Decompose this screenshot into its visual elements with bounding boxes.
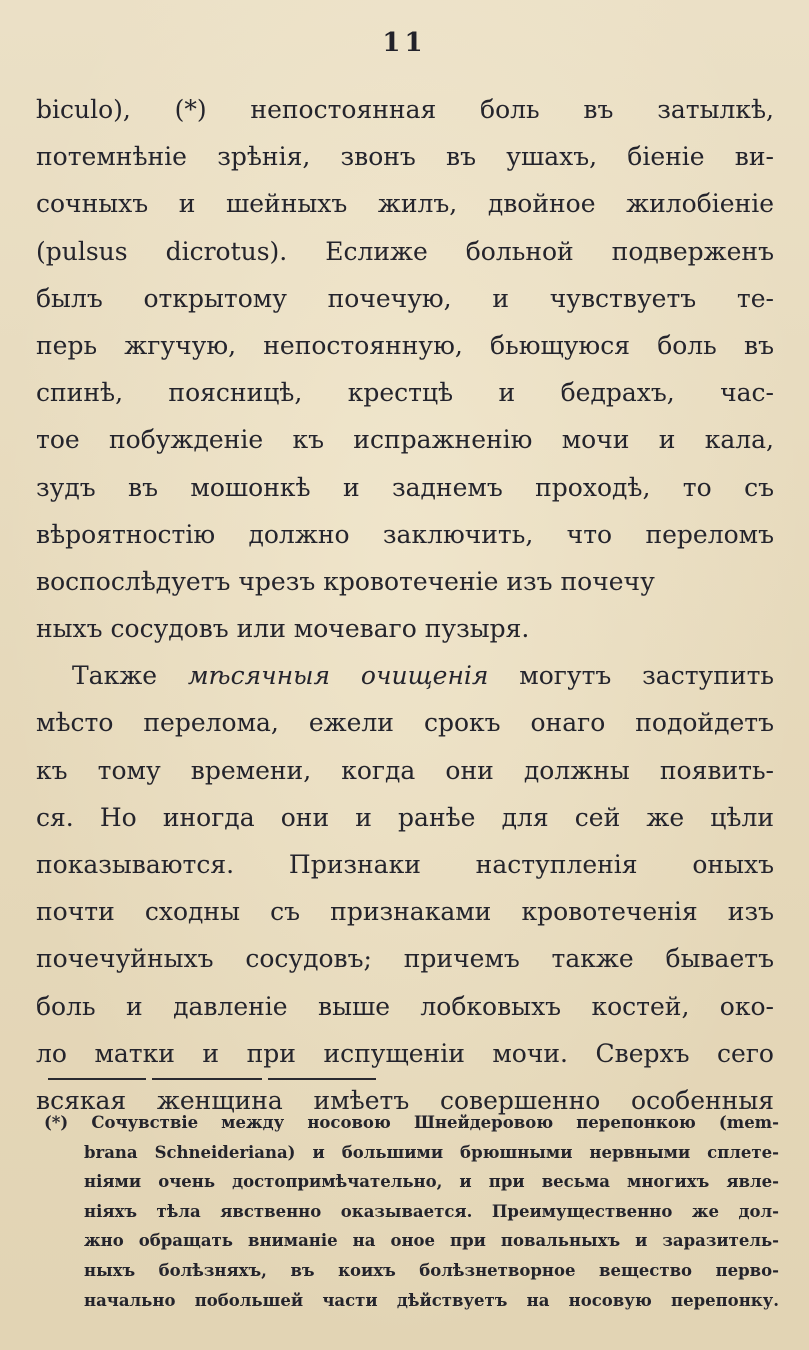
footnote-divider (268, 1078, 376, 1080)
footnote-divider (48, 1078, 146, 1080)
text-line: къ тому времени, когда они должны появить- (36, 755, 774, 785)
footnote-line: (*) Сочувствіе между носовою Шнейдеровою перепонкою (mem- (44, 1113, 779, 1132)
footnote (44, 1108, 779, 1315)
paragraph-first-line (36, 652, 774, 699)
text-line: былъ открытому почечую, и чувствуетъ те- (36, 283, 774, 313)
footnote-line: brana Schneideriana) и большими брюшными нервными сплете- (84, 1142, 779, 1162)
text-line: всякая женщина имѣетъ совершенно особенныя (36, 1085, 774, 1115)
text-line: мѣсто перелома, ежели срокъ онаго подойдетъ (36, 708, 774, 738)
page-number: 11 (382, 28, 427, 58)
text-line: зудъ въ мошонкѣ и заднемъ проходѣ, то съ (36, 472, 774, 502)
footnote-line: ніяхъ тѣла явственно оказывается. Преимущественно же дол- (84, 1201, 779, 1221)
text-line: спинѣ, поясницѣ, крестцѣ и бедрахъ, час- (36, 378, 774, 408)
footnote-line: жно обращать вниманіе на оное при повальныхъ и заразитель- (84, 1231, 779, 1251)
text-line: ныхъ сосудовъ или мочеваго пузыря. (36, 614, 530, 644)
footnote-line: ныхъ болѣзняхъ, въ коихъ болѣзнетворное вещество перво- (84, 1260, 779, 1280)
text-line: показываются. Признаки наступленія оныхъ (36, 850, 774, 879)
text-line: почечуйныхъ сосудовъ; причемъ также бываетъ (36, 944, 774, 974)
text-line: сочныхъ и шейныхъ жилъ, двойное жилобіеніе (36, 189, 774, 219)
text-line: почти сходны съ признаками кровотеченія изъ (36, 897, 774, 927)
emphasized-term: мѣсячныя очищенія (187, 661, 489, 691)
text-line: потемнѣніе зрѣнія, звонъ въ ушахъ, біеніе ви- (36, 142, 774, 172)
footnote-line: ніями очень достопримѣчательно, и при весьма многихъ явле- (84, 1172, 779, 1192)
paragraph-start: Также (72, 661, 157, 691)
text-line: перь жгучую, непостоянную, бьющуюся боль въ (36, 330, 774, 360)
footnote-divider (152, 1078, 262, 1080)
text-line: ся. Но иногда они и ранѣе для сей же цѣли (36, 802, 774, 832)
text-line: тое побужденіе къ испражненію мочи и кала, (36, 425, 774, 455)
main-text (36, 86, 774, 1124)
text-line: ло матки и при испущеніи мочи. Сверхъ сего (36, 1038, 774, 1068)
text-line: боль и давленіе выше лобковыхъ костей, око- (36, 991, 774, 1021)
text-line: biculo), (*) непостоянная боль въ затылкѣ, (36, 95, 774, 124)
text-line: (pulsus dicrotus). Еслиже больной подверженъ (36, 236, 774, 266)
footnote-line: начально побольшей части дѣйствуетъ на носовую перепонку. (84, 1290, 779, 1310)
paragraph-start-end: могутъ заступить (519, 661, 774, 691)
text-line: воспослѣдуетъ чрезъ кровотеченіе изъ почечу (36, 566, 655, 596)
text-line: вѣроятностію должно заключить, что переломъ (36, 519, 774, 549)
